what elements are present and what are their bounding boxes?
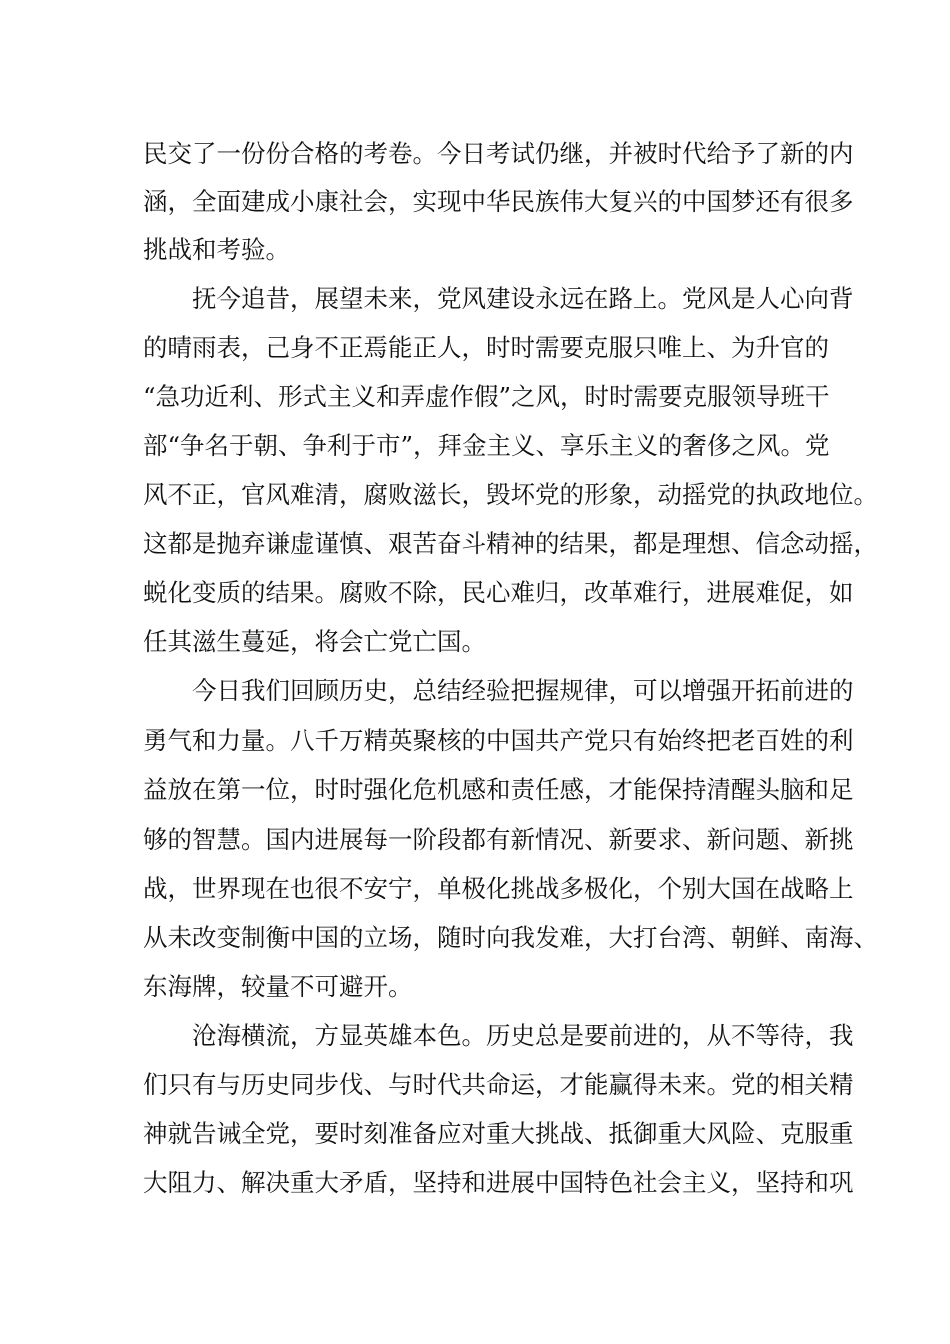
text-line: 从未改变制衡中国的立场，随时向我发难，大打台湾、朝鲜、南海、 <box>143 923 878 952</box>
text-line: 部“争名于朝、争利于市”，拜金主义、享乐主义的奢侈之风。党 <box>143 431 830 460</box>
text-line: 的晴雨表，己身不正焉能正人，时时需要克服只唯上、为升官的 <box>143 333 829 362</box>
text-line: 这都是抛弃谦虚谨慎、艰苦奋斗精神的结果，都是理想、信念动摇， <box>143 529 878 558</box>
text-line: 大阻力、解决重大矛盾，坚持和进展中国特色社会主义，坚持和巩 <box>143 1168 854 1197</box>
text-line: 抚今追昔，展望未来，党风建设永远在路上。党风是人心向背 <box>192 284 854 313</box>
text-line: 民交了一份份合格的考卷。今日考试仍继，并被时代给予了新的内 <box>143 139 854 168</box>
text-line: 够的智慧。国内进展每一阶段都有新情况、新要求、新问题、新挑 <box>143 825 854 854</box>
text-line: 今日我们回顾历史，总结经验把握规律，可以增强开拓前进的 <box>192 676 854 705</box>
text-line: 沧海横流，方显英雄本色。历史总是要前进的，从不等待，我 <box>192 1021 854 1050</box>
text-line: 益放在第一位，时时强化危机感和责任感，才能保持清醒头脑和足 <box>143 775 854 804</box>
text-line: 挑战和考验。 <box>143 235 290 264</box>
text-line: 勇气和力量。八千万精英聚核的中国共产党只有始终把老百姓的利 <box>143 726 854 755</box>
text-line: 蜕化变质的结果。腐败不除，民心难归，改革难行，进展难促，如 <box>143 578 854 607</box>
text-line: 神就告诫全党，要时刻准备应对重大挑战、抵御重大风险、克服重 <box>143 1119 854 1148</box>
text-line: 战，世界现在也很不安宁，单极化挑战多极化，个别大国在战略上 <box>143 874 854 903</box>
text-line: 任其滋生蔓延，将会亡党亡国。 <box>143 627 486 656</box>
text-line: 涵，全面建成小康社会，实现中华民族伟大复兴的中国梦还有很多 <box>143 187 854 216</box>
text-line: 风不正，官风难清，腐败滋长，毁坏党的形象，动摇党的执政地位。 <box>143 480 878 509</box>
text-line: 东海牌，较量不可避开。 <box>143 972 413 1001</box>
text-line: “急功近利、形式主义和弄虚作假”之风，时时需要克服领导班干 <box>143 382 830 411</box>
text-line: 们只有与历史同步伐、与时代共命运，才能赢得未来。党的相关精 <box>143 1070 854 1099</box>
